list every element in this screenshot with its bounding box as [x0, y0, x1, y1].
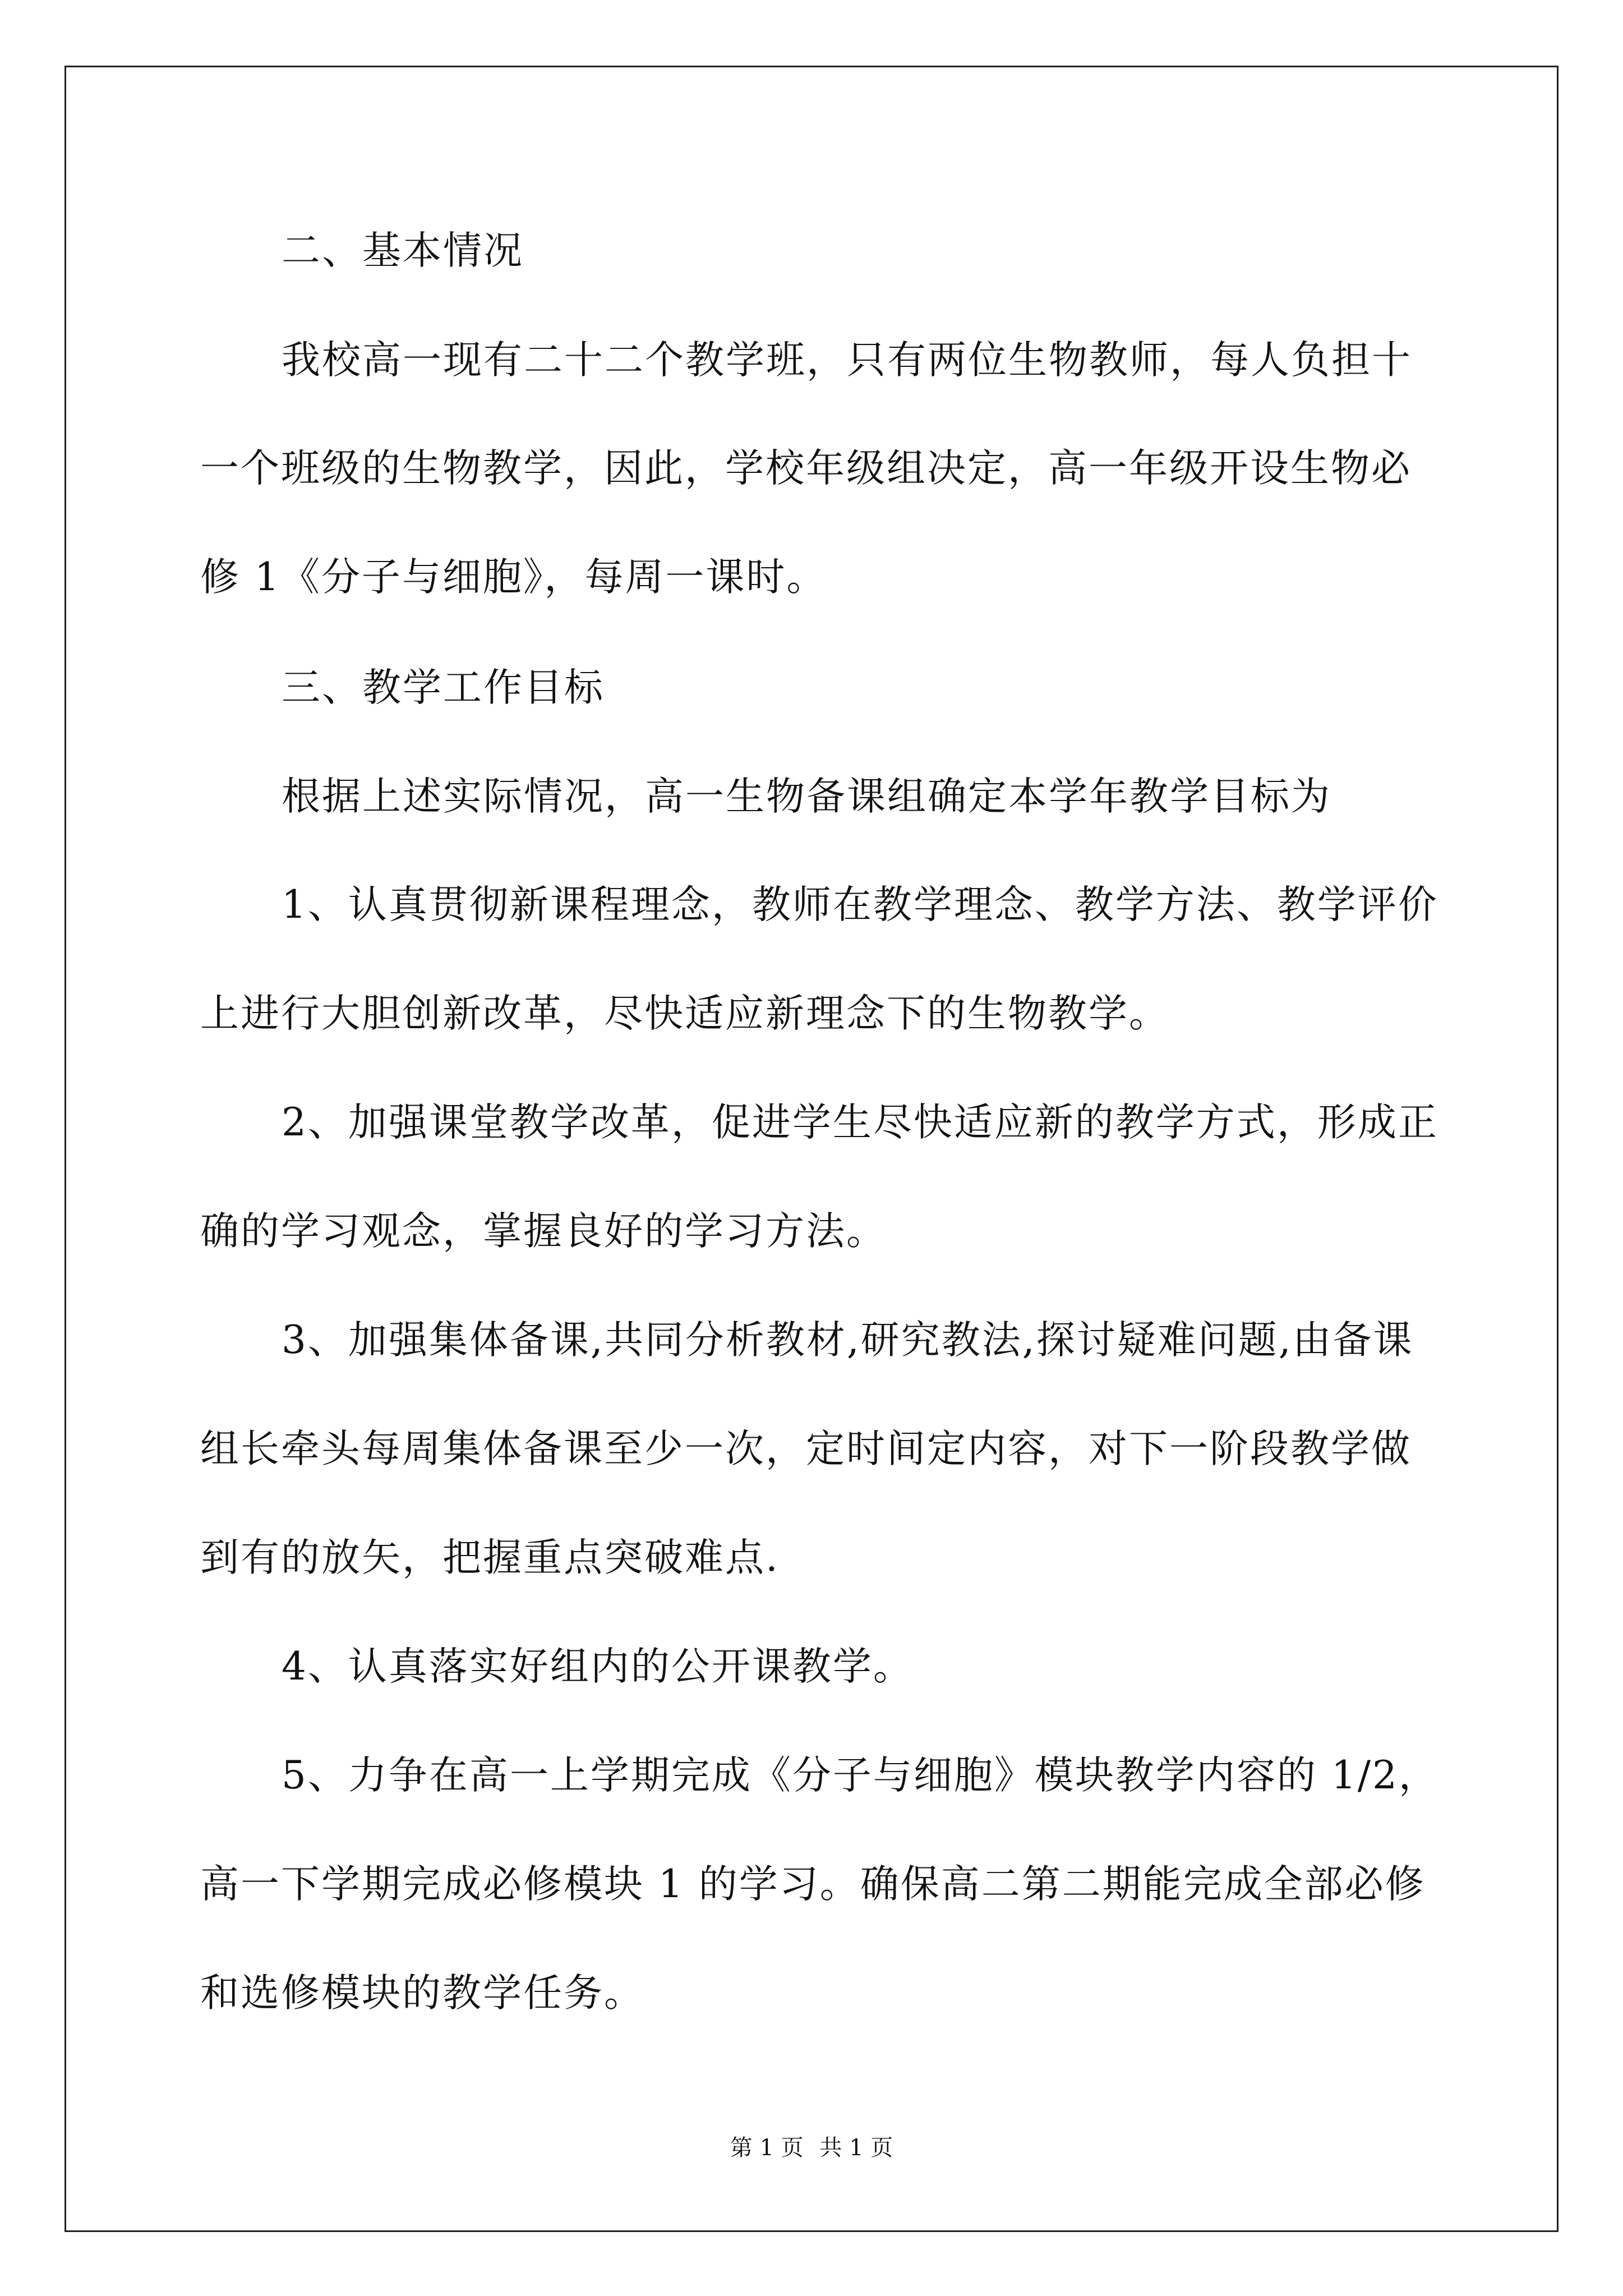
paragraph-line: 确的学习观念，掌握良好的学习方法。	[200, 1209, 887, 1254]
page-footer	[0, 2134, 1623, 2162]
paragraph-line: 修 1《分子与细胞》，每周一课时。	[200, 555, 827, 600]
list-item-2: 2、加强课堂教学改革，促进学生尽快适应新的教学方式，形成正	[282, 1100, 1438, 1145]
paragraph-line: 上进行大胆创新改革，尽快适应新理念下的生物教学。	[200, 991, 1169, 1036]
list-item-4: 4、认真落实好组内的公开课教学。	[282, 1644, 914, 1689]
section-heading-teaching-goals: 三、教学工作目标	[282, 665, 605, 710]
paragraph-line: 根据上述实际情况，高一生物备课组确定本学年教学目标为	[282, 774, 1331, 819]
list-item-5: 5、力争在高一上学期完成《分子与细胞》模块教学内容的 1/2，	[282, 1753, 1439, 1798]
list-item-1: 1、认真贯彻新课程理念，教师在教学理念、教学方法、教学评价	[282, 882, 1438, 927]
paragraph-line: 到有的放矢，把握重点突破难点.	[200, 1535, 780, 1580]
section-heading-basic-situation: 二、基本情况	[282, 228, 524, 273]
page-number: 第 1 页	[730, 2135, 804, 2161]
paragraph-line: 和选修模块的教学任务。	[200, 1971, 644, 2016]
paragraph-line: 我校高一现有二十二个教学班，只有两位生物教师，每人负担十	[282, 338, 1412, 383]
paragraph-line: 一个班级的生物教学，因此，学校年级组决定，高一年级开设生物必	[200, 446, 1412, 491]
page-total: 共 1 页	[819, 2135, 893, 2161]
list-item-3: 3、加强集体备课,共同分析教材,研究教法,探讨疑难问题,由备课	[282, 1318, 1414, 1363]
paragraph-line: 高一下学期完成必修模块 1 的学习。确保高二第二期能完成全部必修	[200, 1862, 1426, 1907]
paragraph-line: 组长牵头每周集体备课至少一次，定时间定内容，对下一阶段教学做	[200, 1427, 1412, 1471]
